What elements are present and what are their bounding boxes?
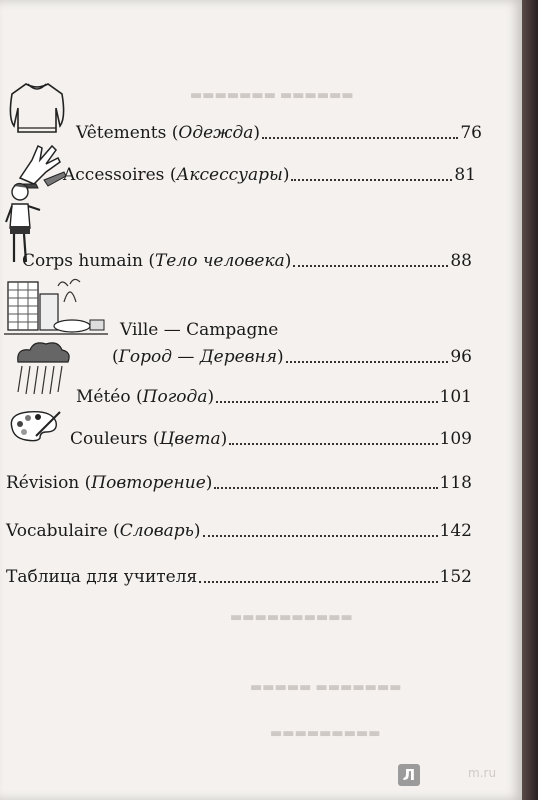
toc-entry-human-body <box>22 246 472 270</box>
entry-title: Vocabulaire (Словарь) <box>6 521 201 541</box>
dot-leader <box>203 534 438 537</box>
bleed-through-text: ▬▬▬▬▬ ▬▬▬▬▬▬▬ <box>250 680 402 695</box>
dot-leader <box>286 360 449 363</box>
bleed-through-text: ▬▬▬▬▬▬▬ ▬▬▬▬▬▬ <box>190 88 354 103</box>
toc-entry-accessories <box>63 160 476 184</box>
dot-leader <box>229 442 437 445</box>
entry-title: Таблица для учителя <box>6 567 198 587</box>
book-edge <box>522 0 538 800</box>
dot-leader <box>214 486 437 489</box>
city-icon <box>4 272 108 338</box>
toc-entry-weather <box>76 382 472 406</box>
page-number: 81 <box>454 165 476 185</box>
toc-entry-city-country-title: Ville — Campagne <box>120 320 279 340</box>
page-number: 76 <box>460 123 482 143</box>
dot-leader <box>262 136 458 139</box>
entry-title: Météo (Погода) <box>76 387 215 407</box>
dot-leader <box>199 580 437 583</box>
page-number: 152 <box>439 567 472 587</box>
entry-title: Couleurs (Цвета) <box>70 429 228 449</box>
bleed-through-text: ▬▬▬▬▬▬▬▬▬ <box>270 726 381 741</box>
bleed-through-text: ▬▬▬▬▬▬▬▬▬▬ <box>230 610 353 625</box>
page-number: 109 <box>439 429 472 449</box>
sweater-icon <box>6 78 68 136</box>
toc-entry-colors <box>70 424 472 448</box>
entry-title: Vêtements (Одежда) <box>76 123 261 143</box>
paint-palette-icon <box>6 408 62 444</box>
watermark-text: m.ru <box>468 766 497 780</box>
page-number: 101 <box>439 387 472 407</box>
watermark <box>398 762 508 790</box>
toc-entry-clothes <box>76 118 482 142</box>
dot-leader <box>293 264 448 267</box>
page-number: 96 <box>450 347 472 367</box>
dot-leader <box>291 178 452 181</box>
toc-entry-city-country <box>112 342 472 366</box>
entry-title: (Город — Деревня) <box>112 347 284 367</box>
entry-title: Corps humain (Тело человека) <box>22 251 292 271</box>
page-number: 142 <box>439 521 472 541</box>
page-number: 88 <box>450 251 472 271</box>
toc-entry-revision <box>6 468 472 492</box>
page-number: 118 <box>439 473 472 493</box>
dot-leader <box>216 400 437 403</box>
rain-cloud-icon <box>12 340 74 398</box>
toc-entry-vocabulary <box>6 516 472 540</box>
entry-title: Accessoires (Аксессуары) <box>63 165 290 185</box>
toc-entry-teacher-table <box>6 562 472 586</box>
watermark-logo: Л <box>398 764 420 786</box>
entry-title: Révision (Повторение) <box>6 473 213 493</box>
